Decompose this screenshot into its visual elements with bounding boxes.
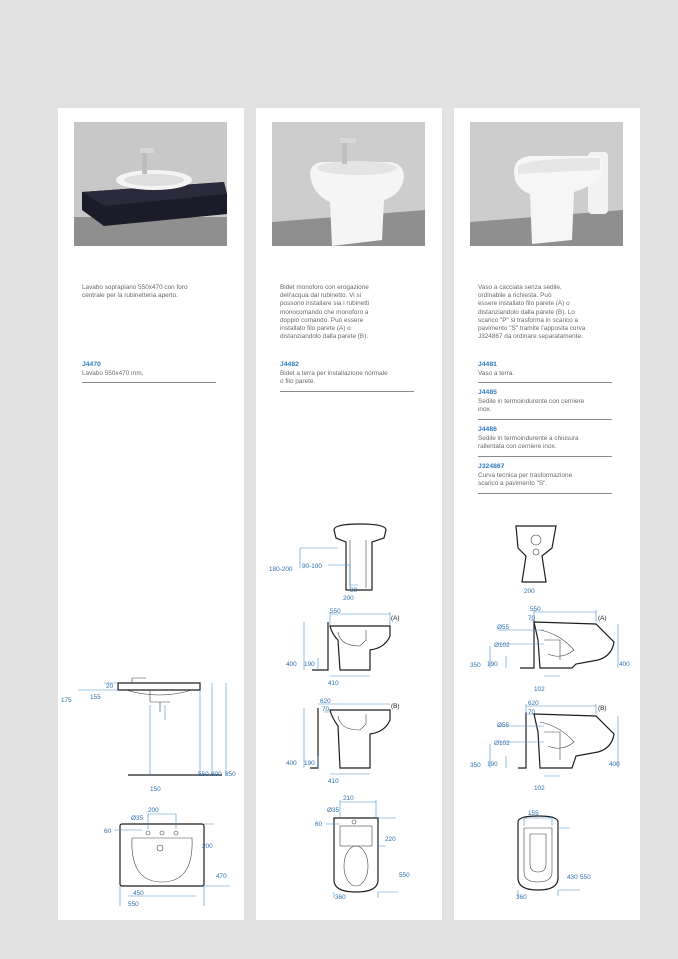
variant-label: (B) xyxy=(598,705,607,712)
product-code-text: Curva tecnica per trasformazione scarico a pavimento "S". xyxy=(478,472,573,488)
product-code: J4481 xyxy=(478,361,497,368)
wc-top-drawing xyxy=(516,810,591,901)
dim-label: 410 xyxy=(328,680,339,687)
product-code: J4470 xyxy=(82,361,101,368)
dim-label: 410 xyxy=(328,778,339,785)
dim-label: 20 xyxy=(106,683,114,690)
dim-label: 360 xyxy=(335,894,346,901)
dim-label: 80 xyxy=(350,587,358,594)
dim-label: 430 xyxy=(567,874,578,881)
dim-label: 190 xyxy=(304,760,315,767)
dim-label: 600 xyxy=(211,771,222,778)
dim-label: 550 xyxy=(399,872,410,879)
dim-label: 200 xyxy=(202,843,213,850)
dim-label: 102 xyxy=(534,785,545,792)
product-code-text: Vaso a terra. xyxy=(478,370,515,377)
dim-label: 200 xyxy=(524,588,535,595)
product-code: J324867 xyxy=(478,463,505,470)
product-code-text: Sedile in termoindurente con cerniere inox. xyxy=(478,398,585,414)
dim-label: 180-200 xyxy=(269,566,293,573)
dim-label: 400 xyxy=(619,661,630,668)
dim-label: 90-100 xyxy=(302,563,322,570)
product-code: J4486 xyxy=(478,426,497,433)
dim-label: 350 xyxy=(470,662,481,669)
dim-label: 400 xyxy=(286,760,297,767)
dim-label: 620 xyxy=(320,698,331,705)
dim-label: 350 xyxy=(470,762,481,769)
dim-label: 70 xyxy=(322,706,330,713)
dim-label: Ø35 xyxy=(327,807,340,814)
dim-label: 60 xyxy=(315,821,323,828)
basin-front-drawing xyxy=(61,678,236,793)
dim-label: 200 xyxy=(343,595,354,602)
dim-label: Ø55 xyxy=(497,624,510,631)
bidet-top-drawing xyxy=(315,795,410,901)
dim-label: 210 xyxy=(343,795,354,802)
dim-label: Ø102 xyxy=(494,642,510,649)
product-code: J4482 xyxy=(280,361,299,368)
product-code-text: Lavabo 550x470 mm. xyxy=(82,370,144,377)
dim-label: 360 xyxy=(516,894,527,901)
basin-top-drawing xyxy=(104,807,230,908)
product-description: Vaso a cacciata senza sedile, ordinabile a richiesta. Può essere installato filo parete (A) o distanziandolo dalla parete (B). Lo scarico "P" si trasforma in scarico a pavimento "S" tramite l'apposita curva J324867 da ordinare separatamente. xyxy=(478,284,586,341)
dim-label: 850 xyxy=(225,771,236,778)
dim-label: 155 xyxy=(528,810,539,817)
dim-label: 550 xyxy=(330,608,341,615)
variant-label: (A) xyxy=(598,615,607,622)
dim-label: 60 xyxy=(104,828,112,835)
product-code-text: Bidet a terra per installazione normale o filo parete. xyxy=(280,370,388,386)
bidet-side-b-drawing xyxy=(286,698,400,785)
variant-label: (A) xyxy=(391,615,400,622)
dim-label: 400 xyxy=(286,661,297,668)
dim-label: 550 xyxy=(580,874,591,881)
dim-label: 150 xyxy=(150,786,161,793)
wc-side-b-drawing xyxy=(470,700,620,792)
dim-label: 400 xyxy=(609,761,620,768)
dim-label: 70 xyxy=(528,709,536,716)
dim-label: 102 xyxy=(534,686,545,693)
dim-label: 550 xyxy=(128,901,139,908)
dim-label: 175 xyxy=(61,697,72,704)
dim-label: 200 xyxy=(148,807,159,814)
dim-label: 190 xyxy=(487,661,498,668)
dim-label: Ø102 xyxy=(494,740,510,747)
dim-label: 70 xyxy=(528,615,536,622)
dim-label: 620 xyxy=(528,700,539,707)
product-description: Bidet monoforo con erogazione dell'acqua dal rubinetto. Vi si possono installare sia i rubinetti monocomando che monoforo a doppio comando. Può essere installato filo parete (A) o distanziandolo dalla parete (B). xyxy=(280,284,370,341)
dim-label: 155 xyxy=(90,694,101,701)
bidet-side-a-drawing xyxy=(286,608,400,687)
dim-label: 550 xyxy=(198,771,209,778)
dim-label: 550 xyxy=(530,606,541,613)
product-description: Lavabo soprapiano 550x470 con foro centrale per la rubinetteria aperto. xyxy=(82,284,188,300)
dim-label: Ø55 xyxy=(497,722,510,729)
dim-label: 450 xyxy=(133,890,144,897)
dim-label: 220 xyxy=(385,836,396,843)
dim-label: 190 xyxy=(304,661,315,668)
product-code: J4485 xyxy=(478,389,497,396)
product-code-text: Sedile in termoindurente a chiusura rallentata con cerniere inox. xyxy=(478,435,579,451)
variant-label: (B) xyxy=(391,703,400,710)
dim-label: 470 xyxy=(216,873,227,880)
wc-side-a-drawing xyxy=(470,606,630,693)
wc-front-drawing xyxy=(516,526,556,595)
bidet-front-drawing xyxy=(269,524,386,602)
dim-label: Ø35 xyxy=(131,815,144,822)
dim-label: 190 xyxy=(487,761,498,768)
